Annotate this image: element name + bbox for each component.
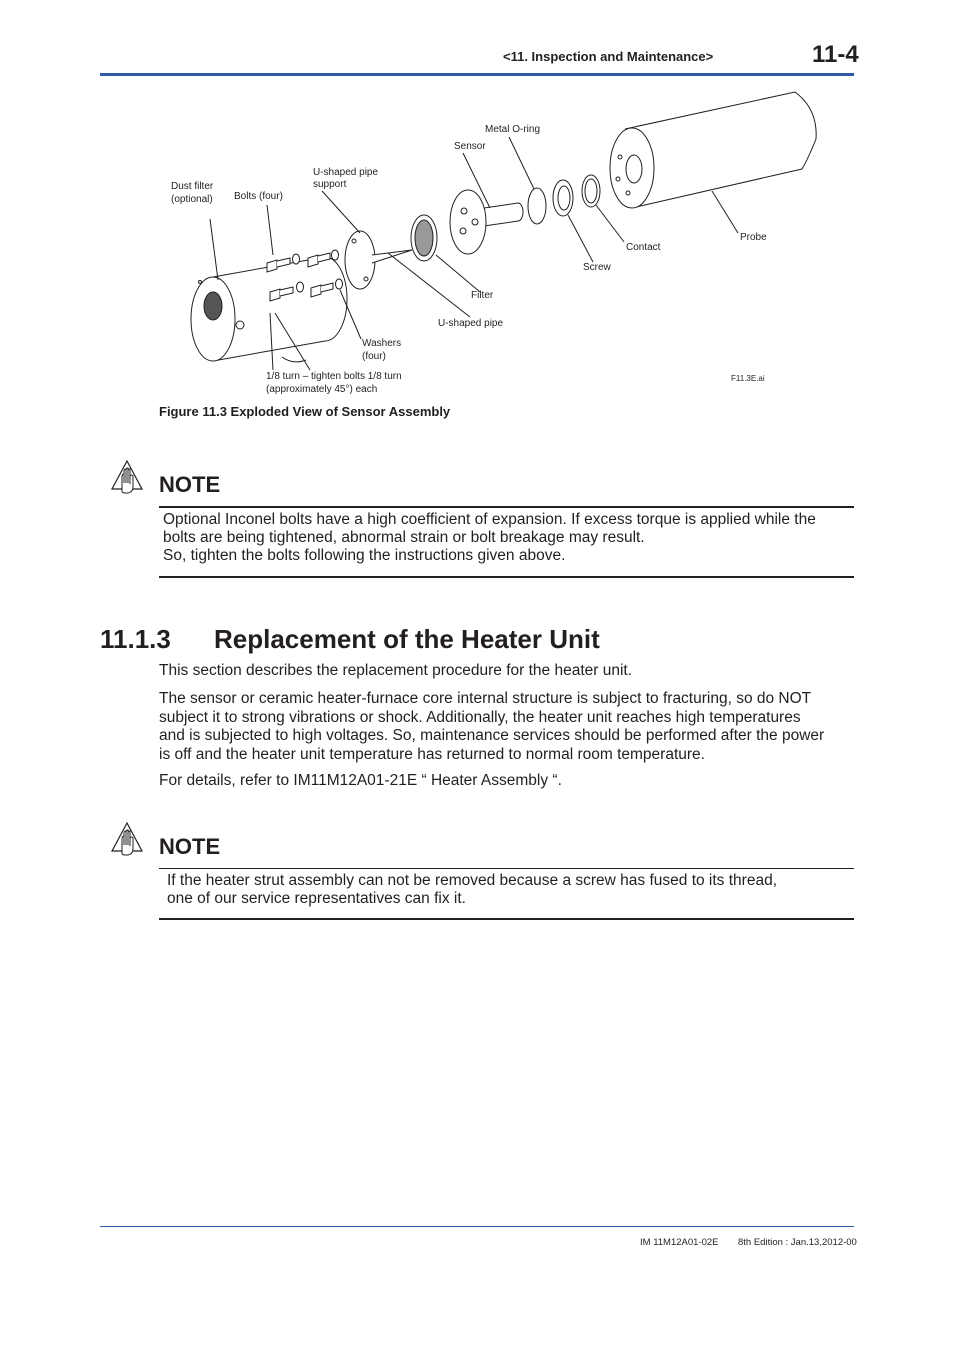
note-2-text: If the heater strut assembly can not be removed because a screw has fused to its thread, one of our service representatives can fix it. [167, 872, 777, 907]
sensor-drawing [450, 190, 523, 254]
section-paragraph-3: For details, refer to IM11M12A01-21E “ Heater Assembly “. [159, 772, 562, 789]
note-1-bottom-rule [159, 576, 854, 578]
section-paragraph-2: The sensor or ceramic heater-furnace core internal structure is subject to fracturing, so do NOT subject it to strong vibrations or shock. Additionally, the heater unit reaches high temperatures and is subjected to high voltages. So, maintenance services should be performed after the power is off and the heater unit temperature has returned to normal room temperature. [159, 690, 825, 763]
figure-caption: Figure 11.3 Exploded View of Sensor Assembly [159, 404, 451, 419]
section-number: 11.1.3 [100, 624, 171, 654]
contact-drawing [582, 175, 600, 207]
note-2-top-rule [159, 868, 854, 869]
section-title: Replacement of the Heater Unit [214, 624, 600, 654]
section-paragraph-1: This section describes the replacement procedure for the heater unit. [159, 662, 633, 679]
label-turn-note: 1/8 turn – tighten bolts 1/8 turn (approximately 45°) each [266, 371, 402, 395]
label-sensor: Sensor [454, 141, 486, 152]
pipe-support-drawing [345, 231, 412, 289]
running-header: <11. Inspection and Maintenance> [503, 49, 714, 64]
section-heading [100, 624, 600, 655]
label-metal-oring: Metal O-ring [485, 124, 541, 135]
note-1-title: NOTE [159, 472, 221, 497]
label-file-id: F11.3E.ai [731, 374, 765, 383]
note-2-bottom-rule [159, 918, 854, 920]
label-bolts: Bolts (four) [234, 191, 283, 202]
exploded-view-figure [150, 85, 850, 405]
footer-doc-id: IM 11M12A01-02E [640, 1237, 719, 1248]
caution-hand-icon [110, 821, 144, 859]
label-contact: Contact [626, 242, 661, 253]
label-screw: Screw [583, 262, 611, 273]
note-1-top-rule [159, 506, 854, 508]
screw-drawing [553, 180, 573, 216]
footer-rule [100, 1226, 854, 1227]
label-probe: Probe [740, 232, 767, 243]
filter-drawing [411, 215, 437, 261]
dust-filter-drawing [191, 257, 347, 361]
footer-edition: 8th Edition : Jan.13,2012-00 [738, 1237, 857, 1248]
page-number: 11-4 [812, 41, 859, 68]
note-2-title: NOTE [159, 834, 221, 859]
note-1-text: Optional Inconel bolts have a high coefficient of expansion. If excess torque is applied while the bolts are being tightened, abnormal strain or bolt breakage may result. So, tighten the bolts following the instructions given above. [163, 511, 816, 564]
probe-drawing [610, 92, 816, 208]
caution-hand-icon [110, 459, 144, 497]
header-rule [100, 73, 854, 76]
label-filter: Filter [471, 290, 494, 301]
label-dust-filter: Dust filter (optional) [171, 181, 214, 205]
label-pipe-support: U-shaped pipe support [313, 167, 379, 190]
o-ring-drawing [528, 188, 546, 224]
label-washers: Washers (four) [362, 338, 402, 362]
label-u-shaped-pipe: U-shaped pipe [438, 318, 504, 329]
